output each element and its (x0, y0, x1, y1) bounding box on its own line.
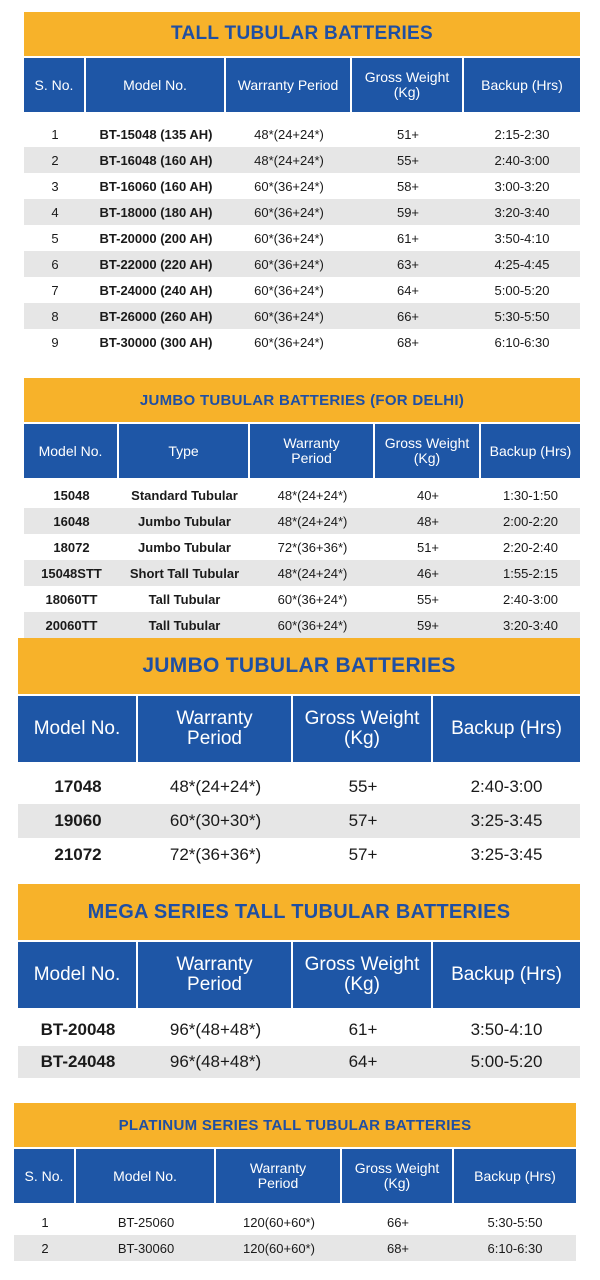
table-body (14, 1209, 576, 1261)
jumbo-delhi-section (24, 378, 580, 638)
table-cell: 96*(48+48*) (169, 1052, 262, 1071)
header-warranty: Warranty Period (216, 1149, 342, 1203)
table-cell: 18060TT (45, 591, 98, 607)
table-body (24, 121, 580, 355)
table-cell: 60*(36+24*) (254, 230, 324, 246)
table-cell: 5:30-5:50 (487, 1214, 543, 1230)
header-weight: Gross Weight (Kg) (375, 424, 481, 478)
table-cell: Standard Tubular (131, 487, 238, 503)
table-cell: 15048 (53, 487, 90, 503)
table-cell: 21072 (54, 845, 102, 864)
table-cell: 60*(36+24*) (277, 591, 348, 607)
table-cell: 60*(36+24*) (254, 178, 324, 194)
table-row (24, 586, 580, 612)
table-cell: 61+ (396, 230, 420, 246)
header-weight: Gross Weight (Kg) (293, 696, 433, 762)
table-cell: 2 (41, 1240, 49, 1256)
table-cell: 2 (51, 152, 59, 168)
table-cell: 2:40-3:00 (494, 152, 550, 168)
platinum-section (14, 1103, 576, 1261)
table-cell: 9 (51, 334, 59, 350)
table-body (18, 770, 580, 872)
table-cell: 72*(36+36*) (277, 539, 348, 555)
header-warranty: Warranty Period (138, 696, 293, 762)
header-model: Model No. (76, 1149, 216, 1203)
table-cell: BT-16060 (160 AH) (99, 178, 213, 194)
table-cell: 5:00-5:20 (470, 1052, 543, 1071)
table-cell: Short Tall Tubular (129, 565, 240, 581)
table-row (24, 303, 580, 329)
table-row (24, 173, 580, 199)
mega-section (18, 884, 580, 1078)
table-cell: 4 (51, 204, 59, 220)
section-title: MEGA SERIES TALL TUBULAR BATTERIES (18, 884, 580, 940)
table-cell: 58+ (396, 178, 420, 194)
table-cell: 15048STT (41, 565, 102, 581)
table-cell: 3:50-4:10 (494, 230, 550, 246)
table-cell: BT-15048 (135 AH) (99, 126, 213, 142)
table-cell: 2:40-3:00 (470, 777, 543, 796)
table-row (24, 199, 580, 225)
header-warranty: Warranty Period (226, 58, 352, 112)
section-title: JUMBO TUBULAR BATTERIES (FOR DELHI) (24, 378, 580, 422)
table-cell: 3:20-3:40 (503, 617, 558, 633)
table-cell: 2:15-2:30 (494, 126, 550, 142)
table-cell: 60*(36+24*) (254, 256, 324, 272)
table-row (24, 534, 580, 560)
table-cell: 61+ (348, 1020, 378, 1039)
table-cell: BT-18000 (180 AH) (99, 204, 213, 220)
table-cell: BT-30060 (117, 1240, 175, 1256)
table-cell: 3:00-3:20 (494, 178, 550, 194)
table-cell: 2:20-2:40 (503, 539, 558, 555)
table-cell: BT-22000 (220 AH) (99, 256, 213, 272)
table-row (18, 1014, 580, 1046)
table-cell: BT-16048 (160 AH) (99, 152, 213, 168)
table-cell: 72*(36+36*) (169, 845, 262, 864)
table-cell: 1 (41, 1214, 49, 1230)
section-title: TALL TUBULAR BATTERIES (24, 12, 580, 56)
table-cell: 5 (51, 230, 59, 246)
header-warranty: Warranty Period (138, 942, 293, 1008)
table-row (24, 277, 580, 303)
table-header (24, 424, 580, 478)
table-cell: 3 (51, 178, 59, 194)
table-cell: 55+ (396, 152, 420, 168)
table-cell: 48*(24+24*) (277, 513, 348, 529)
table-cell: 64+ (396, 282, 420, 298)
table-row (24, 251, 580, 277)
table-row (24, 508, 580, 534)
tall-tubular-section (24, 12, 580, 355)
table-cell: 46+ (416, 565, 440, 581)
table-header (24, 58, 580, 112)
section-title: JUMBO TUBULAR BATTERIES (18, 638, 580, 694)
table-cell: 55+ (416, 591, 440, 607)
table-cell: Jumbo Tubular (138, 539, 231, 555)
table-cell: 2:40-3:00 (503, 591, 558, 607)
table-cell: 20060TT (45, 617, 98, 633)
table-cell: 48*(24+24*) (254, 126, 324, 142)
table-row (24, 147, 580, 173)
header-backup: Backup (Hrs) (464, 58, 580, 112)
table-header (18, 696, 580, 762)
table-cell: 6:10-6:30 (494, 334, 550, 350)
header-backup: Backup (Hrs) (433, 942, 580, 1008)
header-sno: S. No. (14, 1149, 76, 1203)
table-cell: 48*(24+24*) (254, 152, 324, 168)
header-backup: Backup (Hrs) (433, 696, 580, 762)
table-cell: 40+ (416, 487, 440, 503)
table-cell: 51+ (396, 126, 420, 142)
header-warranty: Warranty Period (250, 424, 375, 478)
table-cell: 57+ (348, 845, 378, 864)
table-cell: 60*(36+24*) (254, 334, 324, 350)
table-cell: 8 (51, 308, 59, 324)
table-cell: BT-30000 (300 AH) (99, 334, 213, 350)
header-weight: Gross Weight (Kg) (352, 58, 464, 112)
table-cell: 5:30-5:50 (494, 308, 550, 324)
table-cell: 16048 (53, 513, 90, 529)
table-row (18, 1046, 580, 1078)
table-cell: Tall Tubular (148, 617, 221, 633)
table-row (24, 560, 580, 586)
section-title: PLATINUM SERIES TALL TUBULAR BATTERIES (14, 1103, 576, 1147)
header-weight: Gross Weight (Kg) (342, 1149, 454, 1203)
table-row (24, 482, 580, 508)
table-row (24, 329, 580, 355)
table-cell: BT-20000 (200 AH) (99, 230, 213, 246)
table-row (18, 804, 580, 838)
table-row (24, 225, 580, 251)
table-header (18, 942, 580, 1008)
table-row (14, 1209, 576, 1235)
header-model: Model No. (18, 942, 138, 1008)
table-cell: 120(60+60*) (243, 1214, 315, 1230)
table-cell: 59+ (416, 617, 440, 633)
table-cell: 5:00-5:20 (494, 282, 550, 298)
table-cell: 68+ (386, 1240, 410, 1256)
table-cell: 19060 (54, 811, 102, 830)
table-header (14, 1149, 576, 1203)
table-row (24, 612, 580, 638)
header-model: Model No. (24, 424, 119, 478)
table-cell: 48*(24+24*) (169, 777, 262, 796)
jumbo-section (18, 638, 580, 872)
table-cell: BT-20048 (40, 1020, 116, 1039)
table-cell: 96*(48+48*) (169, 1020, 262, 1039)
header-sno: S. No. (24, 58, 86, 112)
table-cell: 55+ (348, 777, 378, 796)
table-cell: 60*(36+24*) (254, 282, 324, 298)
table-row (14, 1235, 576, 1261)
table-cell: 17048 (54, 777, 102, 796)
header-type: Type (119, 424, 250, 478)
table-cell: 6:10-6:30 (487, 1240, 543, 1256)
table-cell: 2:00-2:20 (503, 513, 558, 529)
table-body (18, 1014, 580, 1078)
table-cell: 3:25-3:45 (470, 811, 543, 830)
table-cell: 63+ (396, 256, 420, 272)
table-cell: Tall Tubular (148, 591, 221, 607)
header-backup: Backup (Hrs) (454, 1149, 576, 1203)
table-cell: 66+ (386, 1214, 410, 1230)
table-cell: 3:50-4:10 (470, 1020, 543, 1039)
table-cell: 1 (51, 126, 59, 142)
header-model: Model No. (18, 696, 138, 762)
table-cell: 51+ (416, 539, 440, 555)
table-cell: 7 (51, 282, 59, 298)
table-cell: 1:30-1:50 (503, 487, 558, 503)
table-cell: 48+ (416, 513, 440, 529)
table-cell: 120(60+60*) (243, 1240, 315, 1256)
table-cell: 57+ (348, 811, 378, 830)
table-cell: BT-26000 (260 AH) (99, 308, 213, 324)
table-cell: 3:20-3:40 (494, 204, 550, 220)
table-cell: 64+ (348, 1052, 378, 1071)
header-weight: Gross Weight (Kg) (293, 942, 433, 1008)
table-cell: 59+ (396, 204, 420, 220)
table-row (18, 770, 580, 804)
table-cell: Jumbo Tubular (138, 513, 231, 529)
table-cell: 18072 (53, 539, 90, 555)
table-cell: 60*(36+24*) (254, 204, 324, 220)
table-cell: 1:55-2:15 (503, 565, 558, 581)
table-cell: 60*(36+24*) (254, 308, 324, 324)
table-cell: 4:25-4:45 (494, 256, 550, 272)
header-model: Model No. (86, 58, 226, 112)
table-row (18, 838, 580, 872)
table-cell: 6 (51, 256, 59, 272)
table-cell: 60*(30+30*) (169, 811, 262, 830)
table-row (24, 121, 580, 147)
table-cell: 48*(24+24*) (277, 487, 348, 503)
table-cell: 3:25-3:45 (470, 845, 543, 864)
table-cell: 68+ (396, 334, 420, 350)
table-cell: BT-24048 (40, 1052, 116, 1071)
table-cell: 60*(36+24*) (277, 617, 348, 633)
table-cell: 66+ (396, 308, 420, 324)
table-cell: BT-24000 (240 AH) (99, 282, 213, 298)
table-cell: 48*(24+24*) (277, 565, 348, 581)
table-cell: BT-25060 (117, 1214, 175, 1230)
header-backup: Backup (Hrs) (481, 424, 580, 478)
table-body (24, 482, 580, 638)
